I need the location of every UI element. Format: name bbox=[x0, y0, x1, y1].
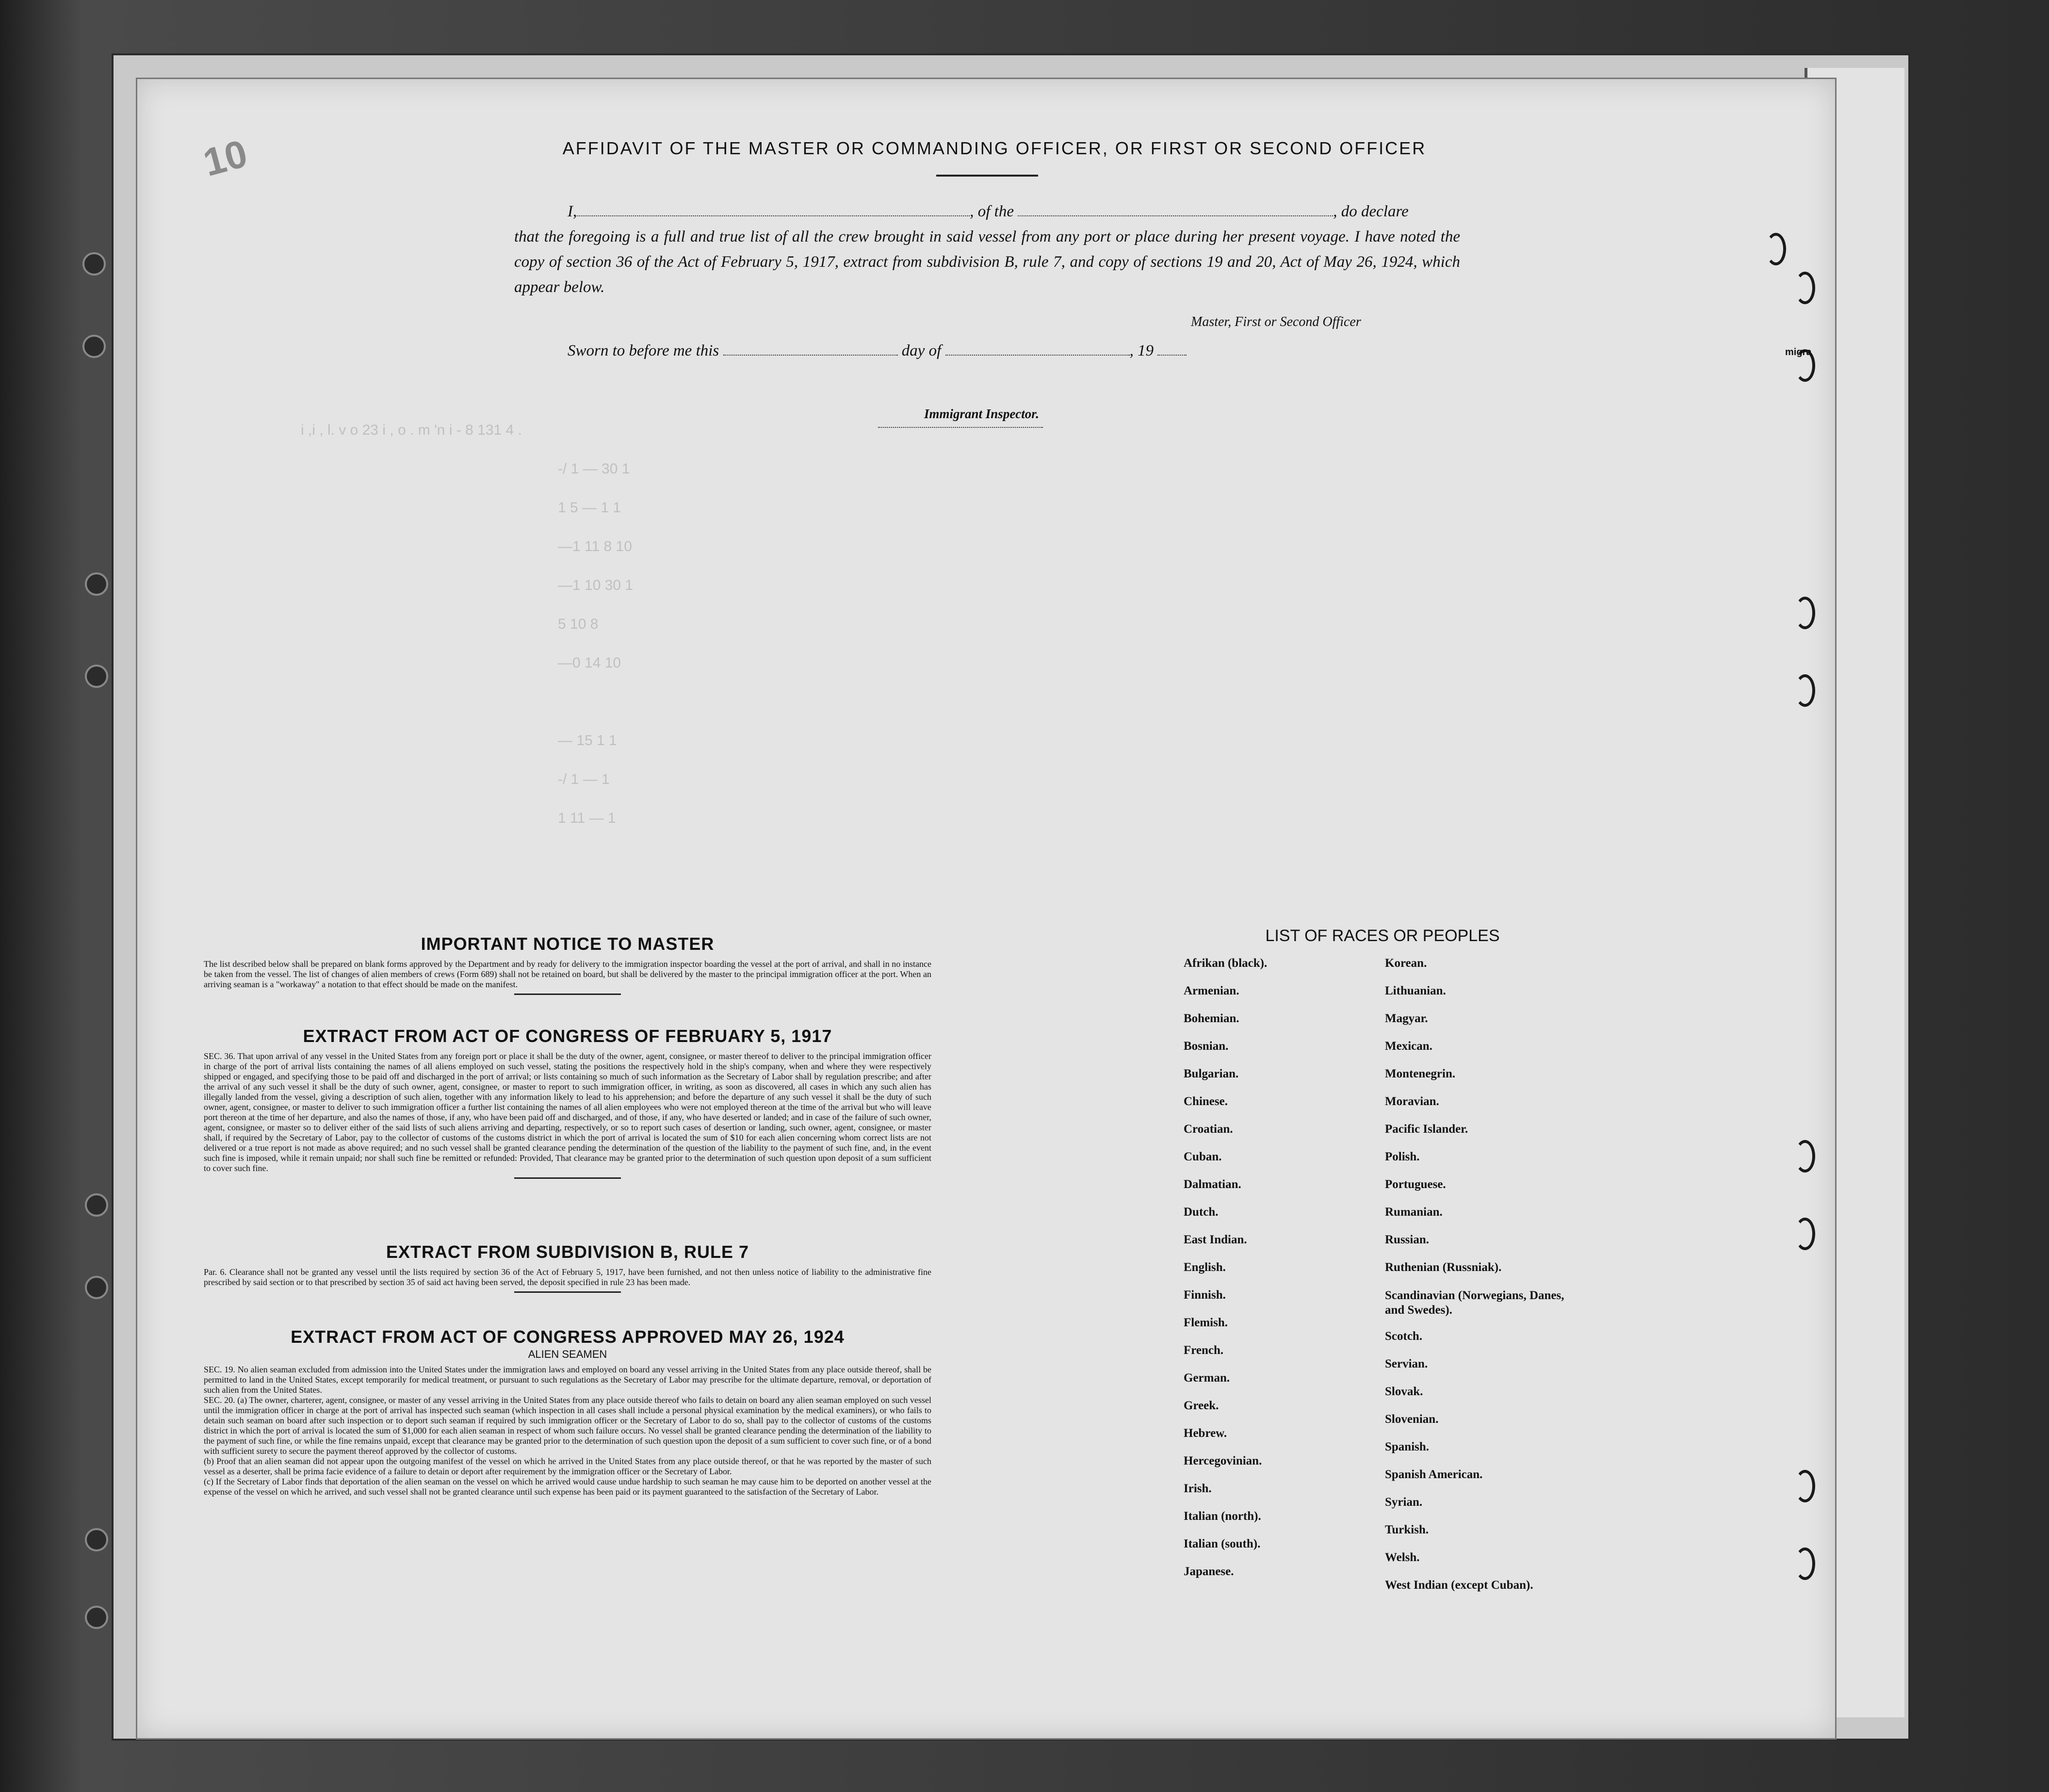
ring-hole bbox=[1766, 233, 1786, 265]
race-list-item: East Indian. bbox=[1184, 1233, 1247, 1246]
races-left-column bbox=[1184, 957, 1267, 1593]
race-list-item: Russian. bbox=[1385, 1233, 1430, 1246]
race-list-item: Montenegrin. bbox=[1385, 1067, 1456, 1080]
section-rule bbox=[514, 994, 621, 995]
race-list-item: French. bbox=[1184, 1344, 1224, 1357]
affidavit-body: that the foregoing is a full and true list of all the crew brought in said vessel from any port or place during her present voyage. I have noted the copy of section 36 of the Act of February 5, 1917, extract from subdivision B, rule 7, and copy of sections 19 and 20, Act of May 26, 1924, which appear below. bbox=[514, 228, 1460, 296]
race-list-item: Turkish. bbox=[1385, 1523, 1429, 1536]
act-1924-sec20c: (c) If the Secretary of Labor finds that deportation of the alien seaman on the vessel on which he arrived would cause undue hardship to such seaman he may cause him to be deported on another vessel at the expense of the vessel on which he arrived, and such vessel shall not be granted clearance until such expense has been paid or its payment guaranteed to the satisfaction of the Secretary of Labor. bbox=[204, 1477, 931, 1497]
races-heading: LIST OF RACES OR PEOPLES bbox=[1265, 927, 1500, 945]
act-1917-heading: EXTRACT FROM ACT OF CONGRESS OF FEBRUARY 5, 1917 bbox=[303, 1026, 832, 1046]
race-list-item: Finnish. bbox=[1184, 1288, 1226, 1302]
race-list-item: Mexican. bbox=[1385, 1040, 1432, 1053]
race-list-item: Hercegovinian. bbox=[1184, 1454, 1262, 1467]
race-list-item: Cuban. bbox=[1184, 1150, 1222, 1163]
act-1924-heading: EXTRACT FROM ACT OF CONGRESS APPROVED MAY 26, 1924 bbox=[291, 1327, 845, 1347]
notice-section bbox=[204, 934, 931, 995]
race-list-item: Bohemian. bbox=[1184, 1012, 1239, 1025]
ring-hole bbox=[1795, 272, 1815, 304]
bleed-through-row: — 15 1 1 bbox=[558, 733, 617, 749]
stamp-mark: 10 bbox=[198, 131, 252, 185]
race-list-item: Spanish American. bbox=[1385, 1468, 1483, 1481]
race-list-item: Italian (south). bbox=[1184, 1537, 1261, 1550]
race-list-item: Rumanian. bbox=[1385, 1206, 1443, 1219]
race-list-item: Welsh. bbox=[1385, 1551, 1420, 1564]
act-1924-section bbox=[204, 1327, 931, 1497]
race-list-item: Irish. bbox=[1184, 1482, 1212, 1495]
act-1917-section bbox=[204, 1026, 931, 1179]
race-list-item: Italian (north). bbox=[1184, 1510, 1261, 1523]
rule-7-body: Par. 6. Clearance shall not be granted any vessel until the lists required by section 36 of the Act of February 5, 1917, have been furnished, and not then unless notice of liability to the administrative fine prescribed by said section or to that prescribed by section 35 of said act having been served, the deposit specified in rule 23 has been made. bbox=[204, 1267, 931, 1287]
act-1924-sec20b: (b) Proof that an alien seaman did not appear upon the outgoing manifest of the vessel on which he arrived in the United States from any place outside thereof, or that he was reported by the master of such vessel as a deserter, shall be prima facie evidence of a failure to detain or deport after requirement by the immigration officer or the Secretary of Labor. bbox=[204, 1456, 931, 1476]
rule-7-heading: EXTRACT FROM SUBDIVISION B, RULE 7 bbox=[386, 1242, 749, 1262]
sworn-day-field[interactable] bbox=[723, 355, 898, 356]
race-list-item: Hebrew. bbox=[1184, 1427, 1227, 1440]
signature-label: Master, First or Second Officer bbox=[1191, 314, 1361, 329]
race-list-item: Greek. bbox=[1184, 1399, 1219, 1412]
race-list-item: Syrian. bbox=[1385, 1496, 1423, 1509]
vessel-name-field[interactable] bbox=[1018, 215, 1333, 216]
race-list-item: Scotch. bbox=[1385, 1330, 1423, 1343]
race-list-item: Ruthenian (Russniak). bbox=[1385, 1261, 1502, 1274]
notice-heading: IMPORTANT NOTICE TO MASTER bbox=[421, 934, 715, 954]
sworn-label: Sworn to before me this bbox=[568, 342, 719, 359]
race-list-item: Polish. bbox=[1385, 1150, 1420, 1163]
affidavit-i-label: I, bbox=[568, 203, 577, 220]
bleed-through-row: 1 5 — 1 1 bbox=[558, 500, 621, 516]
ring-hole bbox=[1795, 674, 1815, 707]
affidavit-text bbox=[514, 199, 1460, 300]
race-list-item: Moravian. bbox=[1385, 1095, 1439, 1108]
act-1924-subheading: ALIEN SEAMEN bbox=[528, 1348, 607, 1360]
rule-7-section bbox=[204, 1242, 931, 1293]
race-list-item: Croatian. bbox=[1184, 1123, 1233, 1136]
bleed-through-row: i ,i , l. v o 23 i , o . m 'n i - 8 131 4 . bbox=[301, 422, 522, 438]
punch-hole bbox=[82, 335, 106, 358]
punch-hole bbox=[85, 665, 108, 688]
sworn-month-field[interactable] bbox=[945, 355, 1130, 356]
act-1924-sec19: SEC. 19. No alien seaman excluded from admission into the United States under the immigration laws and employed on board any vessel arriving in the United States from any place outside thereof, shall be permitted to land in the United States, except temporarily for medical treatment, or pursuant to such regulations as the Secretary of Labor may prescribe for the ultimate departure, removal, or deportation of such alien from the United States. bbox=[204, 1365, 931, 1395]
punch-hole bbox=[85, 1276, 108, 1299]
sworn-year-field[interactable] bbox=[1157, 355, 1187, 356]
race-list-item: Spanish. bbox=[1385, 1440, 1430, 1453]
sworn-line bbox=[568, 342, 1295, 360]
ring-hole bbox=[1795, 597, 1815, 629]
ring-hole bbox=[1795, 1548, 1815, 1580]
bleed-through-row: -/ 1 — 30 1 bbox=[558, 461, 630, 477]
race-list-item: Pacific Islander. bbox=[1385, 1123, 1468, 1136]
race-list-item: Japanese. bbox=[1184, 1565, 1234, 1578]
race-list-item: Bulgarian. bbox=[1184, 1067, 1239, 1080]
punch-hole bbox=[85, 1528, 108, 1551]
race-list-item: German. bbox=[1184, 1371, 1230, 1385]
inspector-signature-field[interactable] bbox=[878, 427, 1043, 428]
race-list-item: Magyar. bbox=[1385, 1012, 1428, 1025]
race-list-item: West Indian (except Cuban). bbox=[1385, 1579, 1533, 1592]
punch-hole bbox=[85, 1606, 108, 1629]
ring-hole bbox=[1795, 1140, 1815, 1173]
bleed-through-row: 5 10 8 bbox=[558, 616, 599, 632]
race-list-item: Flemish. bbox=[1184, 1316, 1228, 1329]
officer-name-field[interactable] bbox=[577, 215, 970, 216]
margin-fragment: migra bbox=[1785, 347, 1812, 358]
races-right-column bbox=[1385, 957, 1569, 1606]
affidavit-declare-label: , do declare bbox=[1333, 203, 1409, 220]
bleed-through-row: —0 14 10 bbox=[558, 655, 621, 671]
year-label: , 19 bbox=[1129, 342, 1154, 359]
race-list-item: Korean. bbox=[1385, 957, 1427, 970]
affidavit-of-the-label: , of the bbox=[970, 203, 1014, 220]
affidavit-title: AFFIDAVIT OF THE MASTER OR COMMANDING OFFICER, OR FIRST OR SECOND OFFICER bbox=[562, 138, 1427, 158]
bleed-through-row: —1 11 8 10 bbox=[558, 538, 632, 554]
inspector-label: Immigrant Inspector. bbox=[924, 407, 1040, 421]
race-list-item: Chinese. bbox=[1184, 1095, 1228, 1108]
day-of-label: day of bbox=[901, 342, 942, 359]
race-list-item: Dutch. bbox=[1184, 1206, 1219, 1219]
race-list-item: English. bbox=[1184, 1261, 1226, 1274]
ring-hole bbox=[1795, 1218, 1815, 1250]
title-rule bbox=[936, 175, 1038, 177]
race-list-item: Servian. bbox=[1385, 1357, 1428, 1370]
race-list-item: Dalmatian. bbox=[1184, 1178, 1241, 1191]
race-list-item: Armenian. bbox=[1184, 984, 1239, 997]
bleed-through-row: —1 10 30 1 bbox=[558, 577, 634, 593]
race-list-item: Lithuanian. bbox=[1385, 984, 1446, 997]
race-list-item: Scandinavian (Norwegians, Danes, and Swedes). bbox=[1385, 1289, 1564, 1317]
affidavit-first-line bbox=[514, 199, 1460, 224]
notice-body: The list described below shall be prepared on blank forms approved by the Department and by ready for delivery to the immigration inspector boarding the vessel at the port of arrival, and shall in no instance be taken from the vessel. The list of changes of alien members of crews (Form 689) shall not be retained on board, but shall be delivered by the master to the principal immigration officer at the port. When an arriving seaman is a "workaway" a notation to that effect should be made on the manifest. bbox=[204, 959, 931, 989]
section-rule bbox=[514, 1177, 621, 1179]
act-1917-body: SEC. 36. That upon arrival of any vessel in the United States from any foreign port or place it shall be the duty of the owner, agent, consignee, or master thereof to deliver to the principal immigration officer in charge of the port of arrival lists containing the names of all aliens employed on such vessel, stating the positions the respectively hold in the ship's company, when and where they were respectively shipped or engaged, and specifying those to be paid off and discharged in the port of arrival; or lists containing so much of such information as the Secretary of Labor shall by regulation prescribe; and after the arrival of any such vessel it shall be the duty of such owner, agent, consignee, or master to report to such immigration officer, in writing, as soon as discovered, all cases in which any such alien has illegally landed from the vessel, giving a description of such alien, together with any information likely to lead to his apprehension; and before the departure of any such vessel it shall be the duty of such owner, agent, consignee, or master to deliver to such immigration officer a further list containing the names of all alien employees who were not employed thereon at the time of the arrival but who will leave port thereon at the time of her departure, and also the names of those, if any, who have been paid off and discharged, and of those, if any, who have deserted or landed; and in case of the failure of such owner, agent, consignee, or master so to deliver either of the said lists of such aliens arriving and departing, respectively, or so to report such cases of desertion or landing, such owner, agent, consignee, or master shall, if required by the Secretary of Labor, pay to the collector of customs of the customs district in which the port of arrival is located the sum of $10 for each alien concerning whom correct lists are not delivered or a true report is not made as above required; and no such vessel shall be granted clearance pending the determination of the question of the liability to the payment of such fine, and, in the event such fine is imposed, while it remain unpaid; nor shall such fine be remitted or refunded: Provided, That clearance may be granted prior to the determination of such question upon deposit of a sum sufficient to cover such fine. bbox=[204, 1051, 931, 1173]
race-list-item: Afrikan (black). bbox=[1184, 957, 1268, 970]
ring-hole bbox=[1795, 1470, 1815, 1502]
bleed-through-row: 1 11 — 1 bbox=[558, 810, 616, 826]
section-rule bbox=[514, 1291, 621, 1293]
punch-hole bbox=[85, 572, 108, 596]
race-list-item: Portuguese. bbox=[1385, 1178, 1446, 1191]
punch-hole bbox=[82, 252, 106, 276]
punch-hole bbox=[85, 1193, 108, 1217]
race-list-item: Slovenian. bbox=[1385, 1413, 1439, 1426]
bleed-through-row: -/ 1 — 1 bbox=[558, 771, 610, 787]
act-1924-sec20a: SEC. 20. (a) The owner, charterer, agent, consignee, or master of any vessel arriving in the United States from any place outside thereof who fails to detain on board any alien seaman employed on such vessel until the immigration officer in charge at the port of arrival has inspected such seaman (which inspection in all cases shall include a personal physical examination by the medical examiners), or who fails to detain such seaman on board after such inspection or to deport such seaman if required by such immigration officer or the Secretary of Labor to do so, shall pay to the collector of customs of the customs district in which the port of arrival is located the sum of $1,000 for each alien seaman in respect of whom such failure occurs. No vessel shall be granted clearance pending the determination of the liability to the payment of such fine, or while the fine remains unpaid, except that clearance may be granted prior to the determination of such question upon the deposit of a sum sufficient to cover such fine, or of a bond with sufficient surety to secure the payment thereof approved by the collector of customs. bbox=[204, 1395, 931, 1456]
race-list-item: Slovak. bbox=[1385, 1385, 1423, 1398]
race-list-item: Bosnian. bbox=[1184, 1040, 1229, 1053]
